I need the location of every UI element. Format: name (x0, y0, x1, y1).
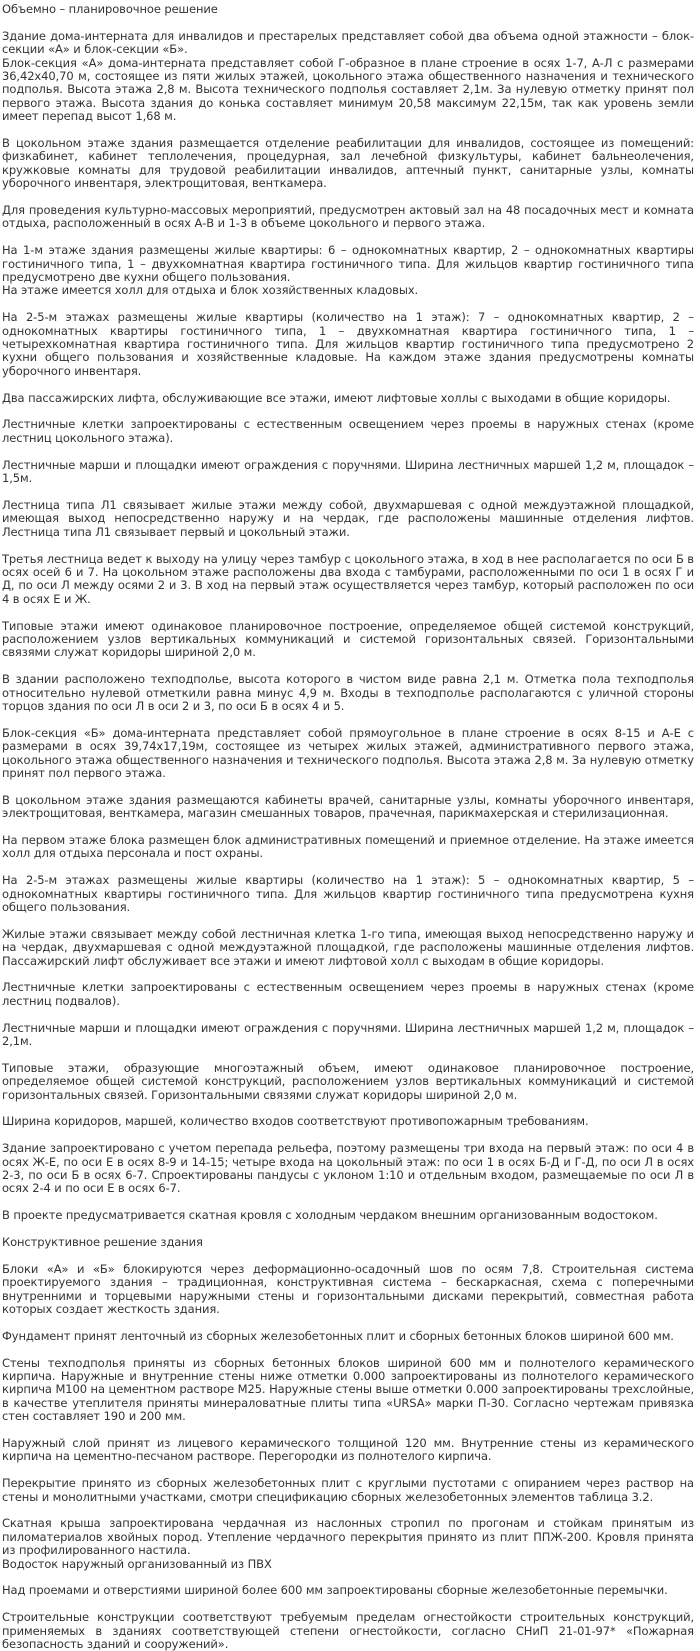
paragraph: Строительные конструкции соответствуют требуемым пределам огнестойкости строительных конструкций, применяемых в зданиях соответствующей степени огнестойкости, согласно СНиП 21-01-97* «Пожарная безопасность зданий и сооружений». (2, 1610, 694, 1651)
paragraph: Лестничные клетки запроектированы с естественным освещением через проемы в наружных стенах (кроме лестниц подвалов). (2, 980, 694, 1008)
paragraph: Лестница типа Л1 связывает жилые этажи между собой, двухмаршевая с одной междуэтажной площадкой, имеющая выход непосредственно наружу и на чердак, где расположены машинные отделения лифтов. Лестница типа Л1 связывает первый и цокольный этажи. (2, 497, 694, 539)
paragraph: Третья лестница ведет к выходу на улицу через тамбур с цокольного этажа, в ход в нее располагается по оси Б в осях осей 6 и 7. На цокольном этаже расположены два входа с тамбурами, расположенными по оси 1 в осях Г и Д, по оси Л между осями 2 и 3. В ход на первый этаж осуществляется через тамбур, который расположен по оси 4 в осях Е и Ж. (2, 551, 694, 606)
paragraph: Над проемами и отверстиями шириной более 600 мм запроектированы сборные железобетонные перемычки. (2, 1583, 668, 1598)
paragraph: Перекрытие принято из сборных железобетонных плит с круглыми пустотами с опиранием через раствор на стены и монолитными участками, смотри спецификацию сборных железобетонных элементов таблица 3.2. (2, 1476, 694, 1504)
paragraph: Жилые этажи связывает между собой лестничная клетка 1-го типа, имеющая выход непосредственно наружу и на чердак, двухмаршевая с одной междуэтажной площадкой, где расположены машинные отделения лифтов. Пассажирский лифт обслуживает все этажи и имеют лифтовой холл с выходам в общие коридоры. (2, 926, 694, 968)
paragraph: В цокольном этаже здания размещается отделение реабилитации для инвалидов, состоящее из помещений: физкабинет, кабинет теплолечения, процедурная, зал лечебной физкультуры, кабинет бальнеолечения, кружковые комнаты для трудовой реабилитации инвалидов, аптечный пункт, санитарные узлы, комнаты уборочного инвентаря, электрощитовая, венткамера. (2, 136, 694, 191)
paragraph: В проекте предусматривается скатная кровля с холодным чердаком внешним организованным водостоком. (2, 1208, 658, 1223)
paragraph: Блок-секция «Б» дома-интерната представляет собой прямоугольное в плане строение в осях 8-15 и А-Е с размерами в осях 39,74х17,19м, состоящее из четырех жилых этажей, административного первого этажа, цокольного этажа общественного назначения и технического подполья. Высота этажа 2,8 м. За нулевую отметку принят пол первого этажа. (2, 725, 694, 780)
paragraph: Лестничные марши и площадки имеют ограждения с поручнями. Ширина лестничных маршей 1,2 м, площадок – 1,5м. (2, 457, 694, 486)
section-heading: Конструктивное решение здания (2, 1235, 203, 1249)
paragraph: Скатная крыша запроектирована чердачная из наслонных стропил по прогонам и стойкам принятым из пиломатериалов хвойных пород. Утепление чердачного перекрытия принято из плит ППЖ-200. Кровля принята из профилированного настила. (2, 1516, 694, 1558)
paragraph: Типовые этажи, образующие многоэтажный объем, имеют одинаковое планировочное построение, определяемое общей системой конструкций, расположением узлов вертикальных коммуникаций и системой горизонтальных связей. Горизонтальными связями служат коридоры шириной 2,0 м. (2, 1060, 694, 1102)
paragraph: Для проведения культурно-массовых мероприятий, предусмотрен актовый зал на 48 посадочных мест и комната отдыха, расположенный в осях А-В и 1-3 в объеме цокольного и первого этажа. (2, 203, 694, 231)
paragraph: Блоки «А» и «Б» блокируются через деформационно-осадочный шов по осям 7,8. Строительная система проектируемого здания – традиционная, конструктивная система – бескаркасная, схема с поперечными внутренними и торцевыми наружными стены и горизонтальными дисками перекрытий, совместная работа которых создает жесткость здания. (2, 1261, 694, 1317)
paragraph: Водосток наружный организованный из ПВХ (2, 1556, 272, 1571)
paragraph: На 2-5-м этажах размещены жилые квартиры (количество на 1 этаж): 7 – однокомнатных квартир, 2 – однокомнатных квартиры гостиничного типа, 1 – двухкомнатная квартира гостиничного типа, 1 – четырехкомнатная квартира гостиничного типа. Для жильцов квартир гостиничного типа предусмотрено 2 кухни общего пользования и хозяйственные кладовые. На каждом этаже здания предусмотрены комнаты уборочного инвентаря. (2, 310, 694, 378)
paragraph: Стены техподполья приняты из сборных бетонных блоков шириной 600 мм и полнотелого керамического кирпича. Наружные и внутренние стены ниже отметки 0.000 запроектированы из полнотелого керамического кирпича М100 на цементном растворе М25. Наружные стены выше отметки 0.000 запроектированы трехслойные, в качестве утеплителя приняты минераловатные плиты типа «URSA» марки П-30. Согласно чертежам привязка стен составляет 190 и 200 мм. (2, 1355, 694, 1424)
paragraph: На 2-5-м этажах размещены жилые квартиры (количество на 1 этаж): 5 – однокомнатных квартир, 5 – однокомнатных квартиры гостиничного типа. Для жильцов квартир гостиничного типа предусмотрена кухня общего пользования. (2, 873, 694, 914)
paragraph: На первом этаже блока размещен блок административных помещений и приемное отделение. На этаже имеется холл для отдыха персонала и пост охраны. (2, 832, 694, 861)
section-heading: Объемно – планировочное решение (2, 2, 218, 16)
paragraph: Блок-секция «А» дома-интерната представляет собой Г-образное в плане строение в осях 1-7, А-Л с размерами 36,42х40,70 м, состоящее из пяти жилых этажей, цокольного этажа общественного назначения и технического подполья. Высота этажа 2,8 м. Высота технического подполья составляет 2,1м. За нулевую отметку принят пол первого этажа. Высота здания до конька составляет минимум 20,58 максимум 22,15м, так как уровень земли имеет перепад высот 1,68 м. (2, 55, 694, 124)
paragraph: В цокольном этаже здания размещаются кабинеты врачей, санитарные узлы, комнаты уборочного инвентаря, электрощитовая, венткамера, магазин смешанных товаров, прачечная, парикмахерская и стерилизационная. (2, 792, 694, 821)
paragraph: Два пассажирских лифта, обслуживающие все этажи, имеют лифтовые холлы с выходами в общие коридоры. (2, 390, 671, 405)
paragraph: Наружный слой принят из лицевого керамического толщиной 120 мм. Внутренние стены из керамического кирпича на цементно-песчаном растворе. Перегородки из полнотелого кирпича. (2, 1436, 694, 1464)
paragraph: Типовые этажи имеют одинаковое планировочное построение, определяемое общей системой конструкций, расположением узлов вертикальных коммуникаций и системой горизонтальных связей. Горизонтальными связями служат коридоры шириной 2,0 м. (2, 618, 694, 660)
paragraph: На 1-м этаже здания размещены жилые квартиры: 6 – однокомнатных квартир, 2 – однокомнатных квартиры гостиничного типа, 1 – двухкомнатная квартира гостиничного типа. Для жильцов квартир гостиничного типа предусмотрено две кухни общего пользования. (2, 243, 694, 285)
paragraph: Лестничные марши и площадки имеют ограждения с поручнями. Ширина лестничных маршей 1,2 м, площадок – 2,1м. (2, 1020, 694, 1048)
paragraph: На этаже имеется холл для отдыха и блок хозяйственных кладовых. (2, 283, 419, 298)
paragraph: Фундамент принят ленточный из сборных железобетонных плит и сборных бетонных блоков шириной 600 мм. (2, 1328, 674, 1343)
paragraph: Здание дома-интерната для инвалидов и престарелых представляет собой два объема одной этажности – блок-секции «А» и блок-секции «Б». (2, 28, 694, 57)
paragraph: Здание запроектировано с учетом перепада рельефа, поэтому размещены три входа на первый этаж: по оси 4 в осях Ж-Е, по оси Е в осях 8-9 и 14-15; четыре входа на цокольный этаж: по оси 1 в осях Б-Д и Г-Д, по оси Л в осях 2-3, по оси Б в осях 6-7. Спроектированы пандусы с уклоном 1:10 и отдельным входом, размещаемые по оси Л в осях 2-4 и по оси Е в осях 6-7. (2, 1141, 694, 1196)
paragraph: Лестничные клетки запроектированы с естественным освещением через проемы в наружных стенах (кроме лестниц цокольного этажа). (2, 417, 694, 445)
paragraph: Ширина коридоров, маршей, количество входов соответствуют противопожарным требованиям. (2, 1114, 589, 1129)
paragraph: В здании расположено техподполье, высота которого в чистом виде равна 2,1 м. Отметка пола техподполья относительно нулевой отметкили равна минус 4,9 м. Входы в техподполье располагаются с уличной стороны торцов здания по оси Л в оси 2 и 3, по оси Б в осях 4 и 5. (2, 672, 694, 713)
